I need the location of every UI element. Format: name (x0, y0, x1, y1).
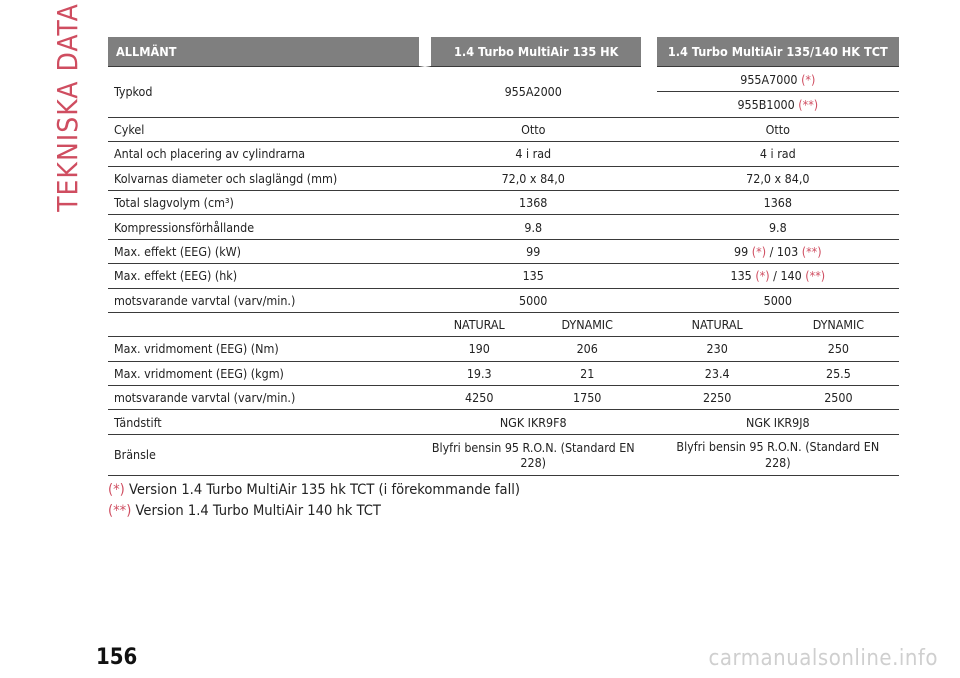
table-row (108, 240, 899, 264)
cell-value: 5000 (425, 289, 641, 313)
cell-value: 9.8 (425, 215, 641, 239)
cell-value: 250 (778, 337, 899, 361)
footnote-text: Version 1.4 Turbo MultiAir 140 hk TCT (131, 502, 381, 519)
cell-value: 1368 (657, 191, 899, 215)
cell-value: Otto (657, 118, 899, 142)
cell-value: NGK IKR9J8 (657, 410, 899, 434)
row-label: Kompressionsförhållande (108, 215, 425, 239)
section-side-tab (50, 2, 84, 212)
row-label: Bränsle (108, 435, 425, 476)
cell-value: 2500 (778, 386, 899, 410)
cell-value: 72,0 x 84,0 (425, 167, 641, 191)
cell-value: 21 (533, 362, 641, 386)
table-row (108, 142, 899, 166)
row-label: Max. effekt (EEG) (kW) (108, 240, 425, 264)
cell-value: 2250 (657, 386, 778, 410)
cell-value: 23.4 (657, 362, 778, 386)
header-135-140hk-tct: 1.4 Turbo MultiAir 135/140 HK TCT (657, 37, 899, 67)
page-number: 156 (96, 645, 138, 670)
table-row (108, 167, 899, 191)
cell-value: 72,0 x 84,0 (657, 167, 899, 191)
cell-value: 955A2000 (425, 67, 641, 118)
footnote-1 (108, 481, 520, 498)
footnote-mark: (*) (755, 268, 770, 284)
cell-value: 955B1000 (**) (657, 92, 899, 117)
row-label: Max. vridmoment (EEG) (kgm) (108, 362, 425, 386)
table-row (108, 289, 899, 313)
cell-value: 99 (425, 240, 641, 264)
cell-value: 99 (*) / 103 (**) (657, 240, 899, 264)
table-row-modes (108, 313, 899, 337)
row-label: Max. effekt (EEG) (hk) (108, 264, 425, 288)
row-label: Typkod (108, 67, 425, 118)
mode-label: DYNAMIC (533, 313, 641, 337)
table-header-row (108, 37, 899, 67)
table-row (108, 215, 899, 239)
footnote-mark: (*) (801, 71, 816, 87)
cell-value: 4 i rad (657, 142, 899, 166)
cell-value: 1750 (533, 386, 641, 410)
table-row (108, 118, 899, 142)
cell-value: 206 (533, 337, 641, 361)
header-135hk: 1.4 Turbo MultiAir 135 HK (425, 37, 641, 67)
engine-spec-table (108, 37, 899, 476)
footnote-mark: (*) (751, 243, 767, 259)
cell-value: 955A7000 (*) (657, 67, 899, 92)
cell-value: 4250 (425, 386, 533, 410)
footnote-mark: (*) (108, 481, 125, 498)
row-label: Tändstift (108, 410, 425, 434)
cell-value: Blyfri bensin 95 R.O.N. (Standard EN 228) (657, 435, 899, 476)
cell-value: 25.5 (778, 362, 899, 386)
cell-value: 135 (*) / 140 (**) (657, 264, 899, 288)
table-row (108, 386, 899, 410)
cell-value: 230 (657, 337, 778, 361)
cell-value: 19.3 (425, 362, 533, 386)
row-label: Antal och placering av cylindrarna (108, 142, 425, 166)
footnote-mark: (**) (798, 97, 819, 113)
cell-value: 1368 (425, 191, 641, 215)
table-row (108, 67, 899, 92)
mode-label: DYNAMIC (778, 313, 899, 337)
header-general: ALLMÄNT (108, 37, 425, 67)
row-label: motsvarande varvtal (varv/min.) (108, 289, 425, 313)
footnote-mark: (**) (805, 268, 826, 284)
watermark: carmanualsonline.info (708, 646, 938, 671)
row-label: motsvarande varvtal (varv/min.) (108, 386, 425, 410)
cell-value: 9.8 (657, 215, 899, 239)
table-row (108, 337, 899, 361)
row-label: Cykel (108, 118, 425, 142)
section-title: TEKNISKA DATA (50, 2, 84, 212)
cell-value: 4 i rad (425, 142, 641, 166)
cell-value: Otto (425, 118, 641, 142)
row-label: Max. vridmoment (EEG) (Nm) (108, 337, 425, 361)
cell-value: 190 (425, 337, 533, 361)
footnote-2 (108, 502, 381, 519)
cell-value: Blyfri bensin 95 R.O.N. (Standard EN 228) (425, 435, 641, 476)
table-row (108, 264, 899, 288)
table-row (108, 435, 899, 476)
table-row (108, 191, 899, 215)
cell-value: 135 (425, 264, 641, 288)
cell-value: NGK IKR9F8 (425, 410, 641, 434)
cell-value: 5000 (657, 289, 899, 313)
row-label: Kolvarnas diameter och slaglängd (mm) (108, 167, 425, 191)
table-row (108, 410, 899, 434)
footnote-text: Version 1.4 Turbo MultiAir 135 hk TCT (i förekommande fall) (124, 481, 521, 498)
footnote-mark: (**) (801, 243, 822, 259)
mode-label: NATURAL (657, 313, 778, 337)
footnote-mark: (**) (108, 502, 132, 519)
row-label: Total slagvolym (cm³) (108, 191, 425, 215)
table-row (108, 362, 899, 386)
mode-label: NATURAL (425, 313, 533, 337)
